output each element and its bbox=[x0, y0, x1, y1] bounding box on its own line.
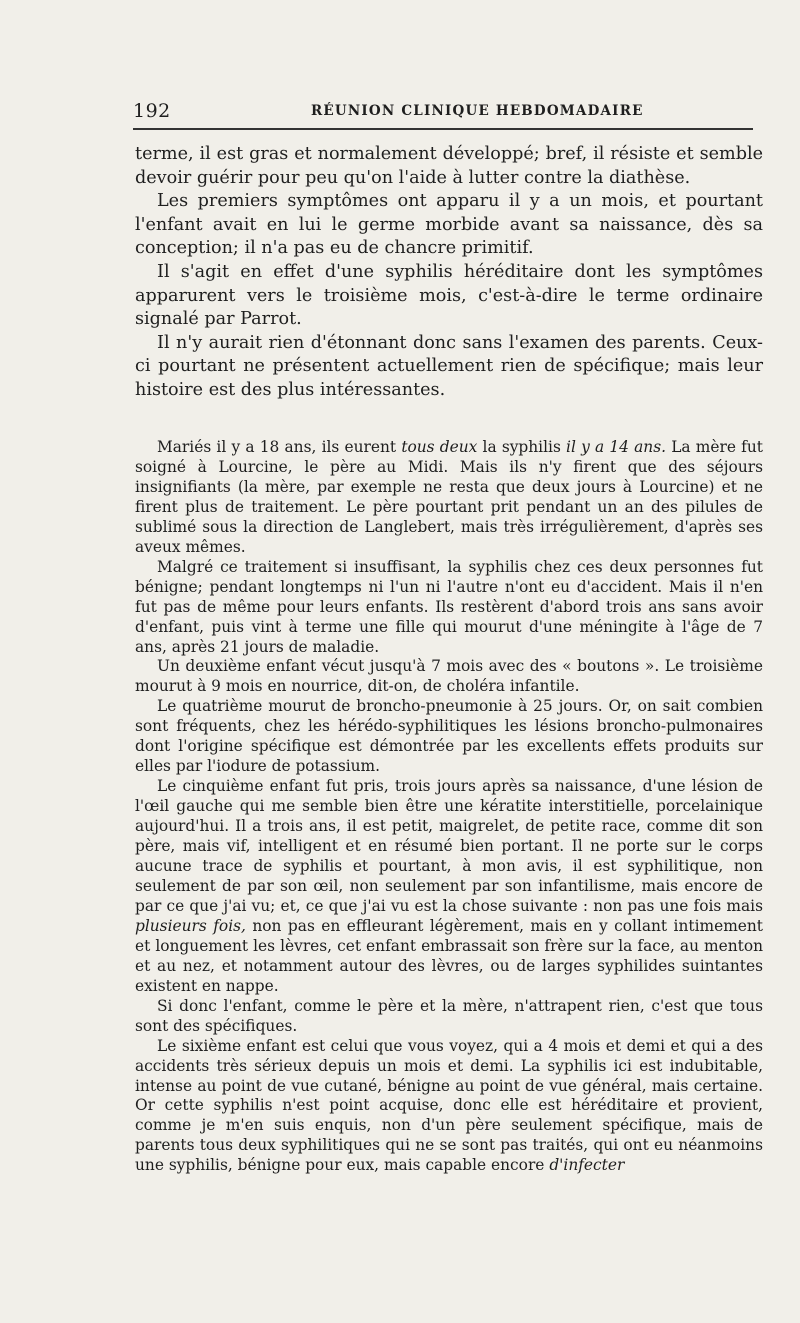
paragraph: Le cinquième enfant fut pris, trois jours après sa naissance, d'une lésion de l'œil gauche qui me semble bien être une kératite interstitielle, porcelainique aujourd'hui. Il a trois ans, il est petit, maigrelet, de petite race, comme dit son père, mais vif, intelligent et en résumé bien portant. Il ne porte sur le corps aucune trace de syphilis et pourtant, à mon avis, il est syphilitique, non seulement de par son œil, non seulement par son infantilisme, mais encore de par ce que j'ai vu; et, ce que j'ai vu est la chose suivante : non pas une fois mais plusieurs fois, non pas en effleurant légèrement, mais en y collant intimement et longuement les lèvres, cet enfant embrassait son frère sur la face, au menton et au nez, et notamment autour des lèvres, ou de larges syphilides suintantes existent en nappe. bbox=[135, 777, 763, 995]
paragraph: Un deuxième enfant vécut jusqu'à 7 mois avec des « boutons ». Le troisième mourut à 9 mois en nourrice, dit-on, de choléra infantile. bbox=[135, 657, 763, 696]
paragraph: Si donc l'enfant, comme le père et la mère, n'attrapent rien, c'est que tous sont des spécifiques. bbox=[135, 996, 763, 1035]
paragraph: terme, il est gras et normalement développé; bref, il résiste et semble devoir guérir pour peu qu'on l'aide à lutter contre la diathèse. bbox=[135, 144, 763, 188]
case-history-text bbox=[135, 438, 763, 1176]
page-header bbox=[133, 100, 763, 126]
paragraph: Les premiers symptômes ont apparu il y a un mois, et pourtant l'enfant avait en lui le germe morbide avant sa naissance, dès sa conception; il n'a pas eu de chancre primitif. bbox=[135, 191, 763, 259]
page-number: 192 bbox=[133, 100, 171, 122]
paragraph: Malgré ce traitement si insuffisant, la syphilis chez ces deux personnes fut bénigne; pendant longtemps ni l'un ni l'autre n'ont eu d'accident. Mais il n'en fut pas de même pour leurs enfants. Ils restèrent d'abord trois ans sans avoir d'enfant, puis vint à terme une fille qui mourut d'une méningite à l'âge de 7 ans, après 21 jours de maladie. bbox=[135, 557, 763, 656]
header-rule bbox=[133, 128, 753, 130]
paragraph: Le quatrième mourut de broncho-pneumonie à 25 jours. Or, on sait combien sont fréquents, chez les hérédo-syphilitiques les lésions broncho-pulmonaires dont l'origine spécifique est démontrée par les excellents effets produits sur elles par l'iodure de potassium. bbox=[135, 697, 763, 776]
paragraph: Il n'y aurait rien d'étonnant donc sans l'examen des parents. Ceux-ci pourtant ne présentent actuellement rien de spécifique; mais leur histoire est des plus intéressantes. bbox=[135, 332, 763, 400]
paragraph: Il s'agit en effet d'une syphilis héréditaire dont les symptômes apparurent vers le troisième mois, c'est-à-dire le terme ordinaire signalé par Parrot. bbox=[135, 261, 763, 330]
running-head: RÉUNION CLINIQUE HEBDOMADAIRE bbox=[311, 103, 644, 119]
paragraph: Mariés il y a 18 ans, ils eurent tous deux la syphilis il y a 14 ans. La mère fut soigné à Lourcine, le père au Midi. Mais ils n'y firent que des séjours insignifiants (la mère, par exemple ne resta que deux jours à Lourcine) et ne firent plus de traitement. Le père pourtant prit pendant un an des pilules de sublimé sous la direction de Langlebert, mais très irrégulièrement, d'après ses aveux mêmes. bbox=[135, 438, 763, 556]
main-text bbox=[135, 143, 763, 403]
paragraph: Le sixième enfant est celui que vous voyez, qui a 4 mois et demi et qui a des accidents très sérieux depuis un mois et demi. La syphilis ici est indubitable, intense au point de vue cutané, bénigne au point de vue général, mais certaine. Or cette syphilis n'est point acquise, donc elle est héréditaire et provient, comme je m'en suis enquis, non d'un père seulement spécifique, mais de parents tous deux syphilitiques qui ne se sont pas traités, qui ont eu néanmoins une syphilis, bénigne pour eux, mais capable encore d'infecter bbox=[135, 1036, 763, 1175]
